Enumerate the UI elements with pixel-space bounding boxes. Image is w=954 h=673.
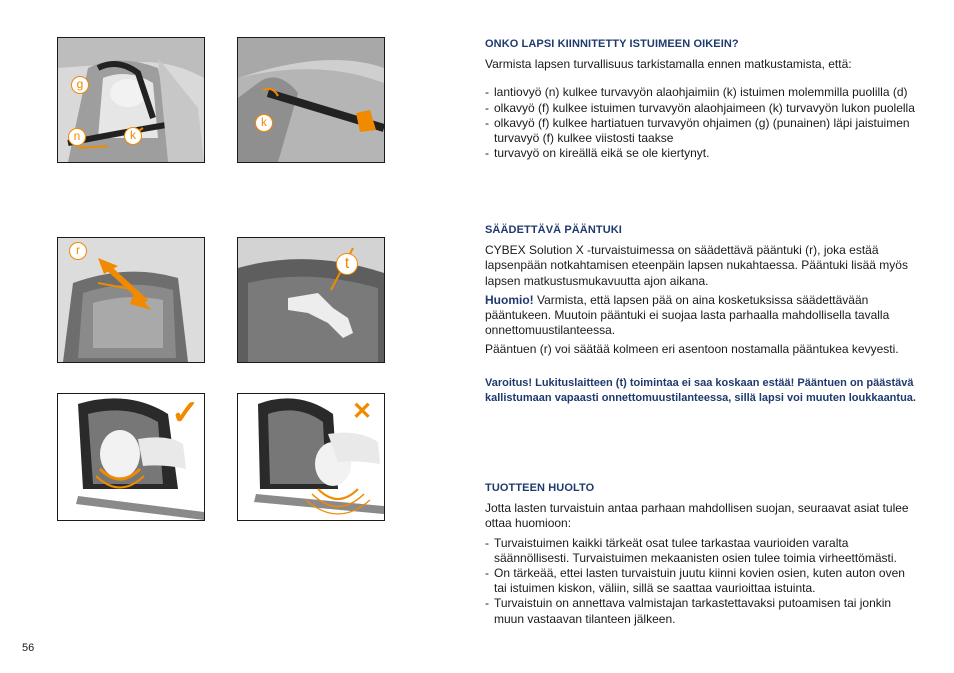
list-item: - turvavyö on kireällä eikä se ole kiertynyt. bbox=[485, 146, 917, 161]
list-item: - Turvaistuimen kaikki tärkeät osat tulee tarkastaa vaurioiden varalta säännöllisesti. Turvaistuimen mekaanisten osien tulee toimia virheettömästi. bbox=[485, 536, 917, 566]
callout-r: r bbox=[69, 242, 87, 260]
list-item: - olkavyö (f) kulkee hartiatuen turvavyön ohjaimen (g) (punainen) läpi jaistuimen turvavyö (f) kulkee viistosti taakse bbox=[485, 116, 917, 146]
callout-k2: k bbox=[255, 114, 273, 132]
locking-device-illustration bbox=[238, 238, 384, 362]
list-item: - olkavyö (f) kulkee istuimen turvavyön alaohjaimeen (k) turvavyön lukon puolella bbox=[485, 101, 917, 116]
section-maintenance bbox=[485, 481, 917, 627]
callout-g: g bbox=[71, 76, 89, 94]
checkmark-icon: ✓ bbox=[171, 394, 200, 432]
callout-t: t bbox=[336, 253, 358, 275]
list-item: - On tärkeää, ettei lasten turvaistuin juutu kiinni kovien osien, kuten auton oven tai istuimen kiskon, väliin, sillä se saattaa vaurioittaa istuinta. bbox=[485, 566, 917, 596]
cross-icon: ✕ bbox=[352, 398, 373, 425]
section-intro: Varmista lapsen turvallisuus tarkistamalla ennen matkustamista, että: bbox=[485, 57, 852, 72]
figure-headrest-adjust bbox=[57, 237, 205, 363]
note-text: Varmista, että lapsen pää on aina kosketuksissa säädettävään pääntukeen. Muutoin pääntuki ei suojaa lasta parhaalla mahdollisella tavalla onnettomuustilanteessa. bbox=[485, 292, 890, 338]
maintenance-list bbox=[485, 536, 917, 627]
headrest-note bbox=[485, 293, 917, 339]
warning-text: Varoitus! Lukituslaitteen (t) toimintaa ei saa koskaan estää! Pääntuen on päästävä kallistumaan vapaasti onnettomuustilanteessa, sillä lapsi voi muuten loukkaantua. bbox=[485, 376, 916, 404]
figure-belt-guide bbox=[237, 37, 385, 163]
section-headrest bbox=[485, 223, 917, 410]
figure-wrong-position bbox=[237, 393, 385, 521]
headrest-adjust-text: Pääntuen (r) voi säätää kolmeen eri asentoon nostamalla pääntukea kevyesti. bbox=[485, 342, 899, 357]
note-label: Huomio! bbox=[485, 292, 534, 307]
section-heading: TUOTTEEN HUOLTO bbox=[485, 482, 595, 494]
figure-correct-position bbox=[57, 393, 205, 521]
section-correct-fastening bbox=[485, 37, 917, 161]
section-heading: SÄÄDETTÄVÄ PÄÄNTUKI bbox=[485, 224, 622, 236]
callout-k: k bbox=[124, 127, 142, 145]
callout-n: n bbox=[68, 128, 86, 146]
section-heading: ONKO LAPSI KIINNITETTY ISTUIMEEN OIKEIN? bbox=[485, 38, 739, 50]
page-number: 56 bbox=[22, 642, 35, 654]
headrest-description: CYBEX Solution X -turvaistuimessa on säädettävä pääntuki (r), joka estää lapsenpään notkahtamisen eteenpäin lapsen nukahtaessa. Pääntuki lisää myös lapsen matkustusmukavuutta ajon aikana. bbox=[485, 243, 908, 288]
list-item: - Turvaistuin on annettava valmistajan tarkastettavaksi putoamisen tai jonkin muun vastaavan tilanteen jälkeen. bbox=[485, 596, 917, 626]
section-intro: Jotta lasten turvaistuin antaa parhaan mahdollisen suojan, seuraavat asiat tulee ottaa huomioon: bbox=[485, 501, 909, 531]
belt-guide-illustration bbox=[238, 38, 384, 162]
figure-belt-routing bbox=[57, 37, 205, 163]
figure-locking-device bbox=[237, 237, 385, 363]
list-item: - lantiovyö (n) kulkee turvavyön alaohjaimiin (k) istuimen molemmilla puolilla (d) bbox=[485, 85, 917, 100]
checklist bbox=[485, 85, 917, 161]
